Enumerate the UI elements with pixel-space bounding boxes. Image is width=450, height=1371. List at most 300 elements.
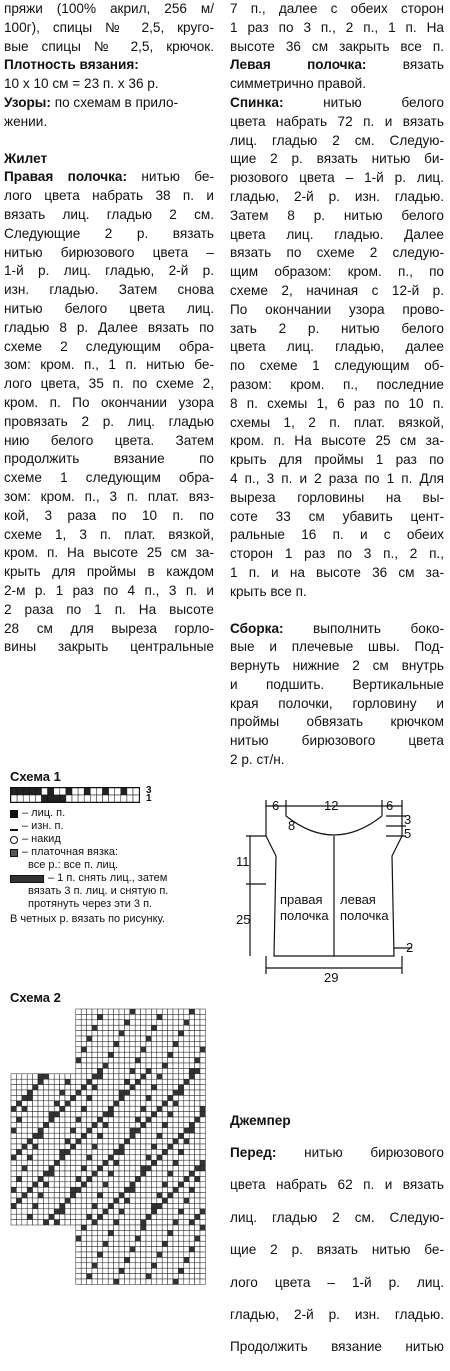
schema-2-cell	[157, 1193, 162, 1198]
schema-2-cell	[76, 1068, 81, 1073]
text-line: высоте 36 см закрыть все п.	[230, 38, 444, 54]
schema-2-cell	[173, 1052, 178, 1057]
schema-2-cell	[92, 1268, 97, 1273]
schema-2-cell	[92, 1176, 97, 1181]
schema-2-cell	[200, 1209, 205, 1214]
schema-2-cell	[97, 1128, 102, 1133]
schema-2-cell	[124, 1025, 129, 1030]
schema-2-cell	[178, 1214, 183, 1219]
schema-2-cell	[108, 1247, 113, 1252]
schema-2-cell	[135, 1079, 140, 1084]
schema-2-cell	[11, 1171, 16, 1176]
schema-2-cell	[87, 1274, 92, 1279]
schema-2-cell	[60, 1128, 65, 1133]
schema-2-cell	[65, 1155, 70, 1160]
schema-2-cell	[114, 1209, 119, 1214]
schema-2-cell	[81, 1068, 86, 1073]
schema-2-cell	[38, 1101, 43, 1106]
schema-2-cell	[200, 1085, 205, 1090]
schema-2-cell	[124, 1014, 129, 1019]
schema-2-cell	[87, 1128, 92, 1133]
schema-2-cell	[22, 1079, 27, 1084]
schema-2-cell	[184, 1106, 189, 1111]
schema-2-cell	[108, 1225, 113, 1230]
schema-2-cell	[16, 1182, 21, 1187]
schema-2-cell	[146, 1176, 151, 1181]
schema-2-cell	[162, 1063, 167, 1068]
schema-2-cell	[103, 1193, 108, 1198]
schema-2-cell	[60, 1187, 65, 1192]
schema-2-cell	[43, 1203, 48, 1208]
schema-2-cell	[11, 1220, 16, 1225]
schema-2-cell	[178, 1085, 183, 1090]
schema-2-cell	[97, 1241, 102, 1246]
patterns-line	[4, 94, 214, 113]
schema-2-cell	[146, 1187, 151, 1192]
schema-2-cell	[135, 1166, 140, 1171]
schema-2-cell	[92, 1225, 97, 1230]
schema-2-cell	[162, 1052, 167, 1057]
schema-2-cell	[184, 1214, 189, 1219]
slip-stitch-icon	[10, 875, 44, 883]
schema-2-cell	[22, 1187, 27, 1192]
schema-2-cell	[33, 1074, 38, 1079]
schema-2-cell	[135, 1095, 140, 1100]
schema-2-cell	[54, 1203, 59, 1208]
schema-2-cell	[168, 1074, 173, 1079]
schema-2-cell	[151, 1041, 156, 1046]
schema-2-cell	[54, 1133, 59, 1138]
schema-2-cell	[81, 1171, 86, 1176]
schema-2-cell	[87, 1074, 92, 1079]
schema-2-cell	[60, 1203, 65, 1208]
schema-2-cell	[60, 1112, 65, 1117]
text-line: щим образом: кром. п., по	[230, 264, 444, 280]
schema-2-cell	[76, 1230, 81, 1235]
schema-2-cell	[124, 1128, 129, 1133]
schema-2-cell	[151, 1031, 156, 1036]
schema-2-cell	[60, 1144, 65, 1149]
schema-2-cell	[178, 1257, 183, 1262]
schema-2-cell	[178, 1090, 183, 1095]
patterns-text: по схемам в прило-	[54, 94, 179, 110]
schema-2-cell	[81, 1014, 86, 1019]
schema-2-cell	[151, 1225, 156, 1230]
schema-2-cell	[173, 1036, 178, 1041]
schema-2-cell	[141, 1144, 146, 1149]
schema-2-cell	[141, 1025, 146, 1030]
schema-2-cell	[195, 1047, 200, 1052]
schema-2-cell	[146, 1133, 151, 1138]
schema-2-cell	[43, 1095, 48, 1100]
schema-2-cell	[119, 1144, 124, 1149]
schema-2-cell	[119, 1225, 124, 1230]
schema-2-cell	[124, 1209, 129, 1214]
schema-2-cell	[119, 1220, 124, 1225]
schema-2-cell	[65, 1122, 70, 1127]
schema-2-cell	[146, 1241, 151, 1246]
schema-2-cell	[157, 1252, 162, 1257]
schema-2-cell	[146, 1009, 151, 1014]
schema-2-cell	[27, 1128, 32, 1133]
schema-2-cell	[43, 1209, 48, 1214]
schema-2-cell	[87, 1058, 92, 1063]
schema-2-cell	[114, 1247, 119, 1252]
schema-2-cell	[33, 1193, 38, 1198]
schema-2-cell	[184, 1252, 189, 1257]
schema-2-cell	[92, 1090, 97, 1095]
schema-2-cell	[60, 1101, 65, 1106]
schema-2-cell	[81, 1220, 86, 1225]
schema-2-cell	[54, 1112, 59, 1117]
schema-2-cell	[43, 1171, 48, 1176]
schema-2-cell	[168, 1122, 173, 1127]
schema-2-cell	[38, 1171, 43, 1176]
schema-2-cell	[43, 1139, 48, 1144]
schema-2-cell	[103, 1079, 108, 1084]
schema-2-cell	[178, 1203, 183, 1208]
text-line: щие 2 р. вязать нитью би-	[230, 151, 444, 167]
schema-2-cell	[130, 1203, 135, 1208]
schema-2-cell	[168, 1095, 173, 1100]
schema-2-cell	[130, 1090, 135, 1095]
schema-2-cell	[108, 1009, 113, 1014]
dim-top-mid: 12	[324, 798, 339, 813]
schema-2-cell	[81, 1079, 86, 1084]
schema-2-cell	[119, 1230, 124, 1235]
schema-2-cell	[146, 1220, 151, 1225]
schema-2-cell	[195, 1058, 200, 1063]
schema-2-cell	[124, 1252, 129, 1257]
schema-2-cell	[162, 1133, 167, 1138]
schema-2-cell	[119, 1058, 124, 1063]
schema-1	[10, 770, 230, 926]
schema-2-cell	[60, 1133, 65, 1138]
schema-2-cell	[157, 1268, 162, 1273]
schema-2-cell	[43, 1085, 48, 1090]
schema-2-cell	[103, 1144, 108, 1149]
schema-2-cell	[200, 1014, 205, 1019]
schema-2-cell	[54, 1166, 59, 1171]
schema-2-cell	[103, 1036, 108, 1041]
schema-2-cell	[189, 1133, 194, 1138]
schema-2-cell	[184, 1144, 189, 1149]
schema-2-cell	[189, 1268, 194, 1273]
schema-2-cell	[114, 1144, 119, 1149]
schema-2-cell	[146, 1236, 151, 1241]
schema-2-cell	[168, 1279, 173, 1284]
schema-2-cell	[189, 1193, 194, 1198]
schema-2-cell	[27, 1214, 32, 1219]
schema-2-cell	[184, 1122, 189, 1127]
schema-2-cell	[195, 1247, 200, 1252]
schema-2-cell	[141, 1268, 146, 1273]
schema-2-cell	[178, 1047, 183, 1052]
schema-2-cell	[146, 1149, 151, 1154]
schema-2-cell	[184, 1068, 189, 1073]
schema-1-row-1: 1	[146, 793, 152, 804]
schema-2-cell	[108, 1241, 113, 1246]
schema-2-cell	[173, 1139, 178, 1144]
schema-2-cell	[114, 1020, 119, 1025]
schema-2-cell	[151, 1117, 156, 1122]
schema-2-cell	[33, 1106, 38, 1111]
schema-2-cell	[81, 1112, 86, 1117]
schema-2-cell	[65, 1187, 70, 1192]
schema-2-cell	[22, 1203, 27, 1208]
schema-2-cell	[157, 1139, 162, 1144]
schema-2-cell	[22, 1101, 27, 1106]
schema-2-cell	[130, 1139, 135, 1144]
schema-2-cell	[119, 1106, 124, 1111]
schema-2-cell	[162, 1128, 167, 1133]
schema-2-cell	[135, 1220, 140, 1225]
schema-2-cell	[49, 1139, 54, 1144]
schema-2-cell	[70, 1166, 75, 1171]
text-line: 7 п., далее с обеих сторон	[230, 1, 444, 16]
schema-2-cell	[135, 1225, 140, 1230]
schema-2-cell	[65, 1090, 70, 1095]
circle-icon	[10, 836, 18, 844]
schema-2-cell	[97, 1155, 102, 1160]
schema-2-cell	[157, 1090, 162, 1095]
schema-2-cell	[141, 1122, 146, 1127]
schema-2-cell	[124, 1182, 129, 1187]
schema-2-cell	[151, 1014, 156, 1019]
schema-2-cell	[27, 1095, 32, 1100]
schema-2-cell	[119, 1214, 124, 1219]
schema-2-cell	[97, 1198, 102, 1203]
schema-2-cell	[168, 1182, 173, 1187]
schema-2-cell	[114, 1176, 119, 1181]
schema-2-cell	[49, 1128, 54, 1133]
schema-2-cell	[130, 1220, 135, 1225]
schema-2-cell	[108, 1074, 113, 1079]
schema-2-cell	[124, 1085, 129, 1090]
schema-2-cell	[22, 1160, 27, 1165]
schema-2-cell	[108, 1106, 113, 1111]
schema-2-cell	[87, 1031, 92, 1036]
schema-2-cell	[124, 1160, 129, 1165]
schema-2-cell	[168, 1101, 173, 1106]
schema-2-cell	[168, 1176, 173, 1181]
schema-2-cell	[60, 1074, 65, 1079]
schema-2-cell	[195, 1225, 200, 1230]
schema-2-cell	[76, 1041, 81, 1046]
schema-2-cell	[33, 1090, 38, 1095]
schema-2-cell	[157, 1041, 162, 1046]
density-line	[4, 56, 214, 75]
schema-2-cell	[38, 1112, 43, 1117]
schema-2-cell	[151, 1209, 156, 1214]
schema-2-grid	[10, 1008, 206, 1286]
schema-2-cell	[92, 1203, 97, 1208]
schema-2-cell	[87, 1214, 92, 1219]
schema-2-cell	[168, 1155, 173, 1160]
density-value: 10 х 10 см = 23 п. х 36 р.	[4, 76, 159, 92]
schema-2-cell	[16, 1085, 21, 1090]
schema-2-cell	[178, 1020, 183, 1025]
schema-2-cell	[38, 1144, 43, 1149]
schema-2-cell	[65, 1160, 70, 1165]
schema-2-cell	[162, 1203, 167, 1208]
schema-2-cell	[103, 1155, 108, 1160]
schema-2-cell	[16, 1112, 21, 1117]
schema-2-cell	[200, 1220, 205, 1225]
schema-2-cell	[141, 1095, 146, 1100]
schema-2-cell	[103, 1247, 108, 1252]
schema-2-cell	[184, 1058, 189, 1063]
schema-2-cell	[60, 1214, 65, 1219]
schema-2-cell	[146, 1247, 151, 1252]
schema-2-cell	[87, 1085, 92, 1090]
schema-2-cell	[184, 1063, 189, 1068]
schema-2-cell	[178, 1101, 183, 1106]
schema-2-cell	[60, 1166, 65, 1171]
schema-2-cell	[173, 1187, 178, 1192]
schema-2-cell	[33, 1149, 38, 1154]
schema-2-cell	[97, 1236, 102, 1241]
schema-2-cell	[168, 1166, 173, 1171]
schema-2-cell	[114, 1117, 119, 1122]
schema-2-cell	[27, 1101, 32, 1106]
schema-2-cell	[76, 1117, 81, 1122]
schema-2-cell	[108, 1139, 113, 1144]
schema-2-cell	[43, 1214, 48, 1219]
schema-2-cell	[141, 1063, 146, 1068]
schema-2-cell	[27, 1182, 32, 1187]
schema-2-cell	[49, 1198, 54, 1203]
schema-2-cell	[189, 1155, 194, 1160]
schema-2-cell	[184, 1176, 189, 1181]
schema-2-cell	[49, 1095, 54, 1100]
dim-neck-8: 8	[288, 818, 296, 833]
schema-1-legend	[10, 807, 230, 911]
schema-2-cell	[16, 1209, 21, 1214]
schema-2-cell	[151, 1268, 156, 1273]
schema-2-cell	[124, 1198, 129, 1203]
schema-2-cell	[173, 1031, 178, 1036]
schema-2-cell	[195, 1117, 200, 1122]
schema-2-cell	[81, 1139, 86, 1144]
schema-2-cell	[151, 1063, 156, 1068]
schema-2-cell	[195, 1279, 200, 1284]
schema-2-cell	[54, 1085, 59, 1090]
schema-2-cell	[92, 1041, 97, 1046]
schema-2-cell	[103, 1225, 108, 1230]
legend-text: протянуть через эти 3 п.	[28, 898, 153, 910]
schema-2-cell	[124, 1257, 129, 1262]
schema-2-cell	[119, 1139, 124, 1144]
schema-2-cell	[92, 1241, 97, 1246]
schema-2-cell	[108, 1236, 113, 1241]
schema-2-cell	[11, 1101, 16, 1106]
schema-2-cell	[200, 1214, 205, 1219]
schema-2-cell	[114, 1241, 119, 1246]
schema-2-cell	[157, 1220, 162, 1225]
schema-2-cell	[33, 1171, 38, 1176]
schema-2-cell	[114, 1160, 119, 1165]
schema-2-cell	[184, 1279, 189, 1284]
schema-2-cell	[146, 1279, 151, 1284]
schema-2-cell	[200, 1230, 205, 1235]
schema-2-cell	[119, 1203, 124, 1208]
schema-2-cell	[38, 1214, 43, 1219]
schema-2-cell	[151, 1079, 156, 1084]
schema-2-cell	[11, 1128, 16, 1133]
text-line: нитью бирюзового цвета –	[4, 244, 214, 260]
schema-2-cell	[54, 1198, 59, 1203]
schema-2-cell	[130, 1144, 135, 1149]
schema-2-cell	[65, 1166, 70, 1171]
schema-2-cell	[27, 1198, 32, 1203]
schema-2-cell	[119, 1133, 124, 1138]
schema-2-cell	[114, 1009, 119, 1014]
schema-2-cell	[33, 1128, 38, 1133]
schema-2-cell	[119, 1009, 124, 1014]
schema-2-cell	[114, 1058, 119, 1063]
schema-2-cell	[157, 1176, 162, 1181]
text-line: проймы обвязать крючком	[230, 714, 444, 730]
schema-2-cell	[70, 1187, 75, 1192]
schema-2-cell	[162, 1274, 167, 1279]
schema-2-cell	[157, 1058, 162, 1063]
schema-2-cell	[195, 1166, 200, 1171]
schema-2-cell	[178, 1036, 183, 1041]
schema-1-title: Схема 1	[10, 769, 61, 784]
schema-2-cell	[184, 1133, 189, 1138]
schema-2-cell	[130, 1166, 135, 1171]
schema-2-cell	[92, 1236, 97, 1241]
vest-schematic	[236, 796, 416, 986]
schema-2-cell	[49, 1085, 54, 1090]
schema-2-cell	[76, 1160, 81, 1165]
schema-2-cell	[97, 1074, 102, 1079]
schema-2-cell	[11, 1187, 16, 1192]
schema-2-cell	[108, 1058, 113, 1063]
schema-2-cell	[173, 1128, 178, 1133]
schema-2-cell	[189, 1020, 194, 1025]
schema-2-cell	[87, 1112, 92, 1117]
text-line: и подшить. Вертикальные	[230, 676, 444, 692]
schema-2-cell	[200, 1166, 205, 1171]
schema-2-cell	[162, 1122, 167, 1127]
schema-2-cell	[173, 1041, 178, 1046]
schema-2-cell	[60, 1085, 65, 1090]
schema-2-cell	[146, 1160, 151, 1165]
schema-2-cell	[141, 1106, 146, 1111]
schema-2-cell	[130, 1241, 135, 1246]
schema-2-cell	[195, 1274, 200, 1279]
schema-2-cell	[124, 1155, 129, 1160]
schema-2-cell	[173, 1182, 178, 1187]
schema-2-cell	[27, 1166, 32, 1171]
schema-2-cell	[49, 1166, 54, 1171]
schema-2-cell	[108, 1155, 113, 1160]
schema-2-cell	[76, 1268, 81, 1273]
schema-2-cell	[151, 1149, 156, 1154]
schema-2-cell	[141, 1117, 146, 1122]
schema-2-cell	[157, 1112, 162, 1117]
schema-2-cell	[124, 1079, 129, 1084]
schema-2-cell	[81, 1085, 86, 1090]
schema-2-cell	[103, 1090, 108, 1095]
schema-2-cell	[135, 1063, 140, 1068]
schema-2-cell	[146, 1171, 151, 1176]
schema-2-cell	[22, 1149, 27, 1154]
schema-2-cell	[22, 1133, 27, 1138]
schema-2-cell	[189, 1063, 194, 1068]
